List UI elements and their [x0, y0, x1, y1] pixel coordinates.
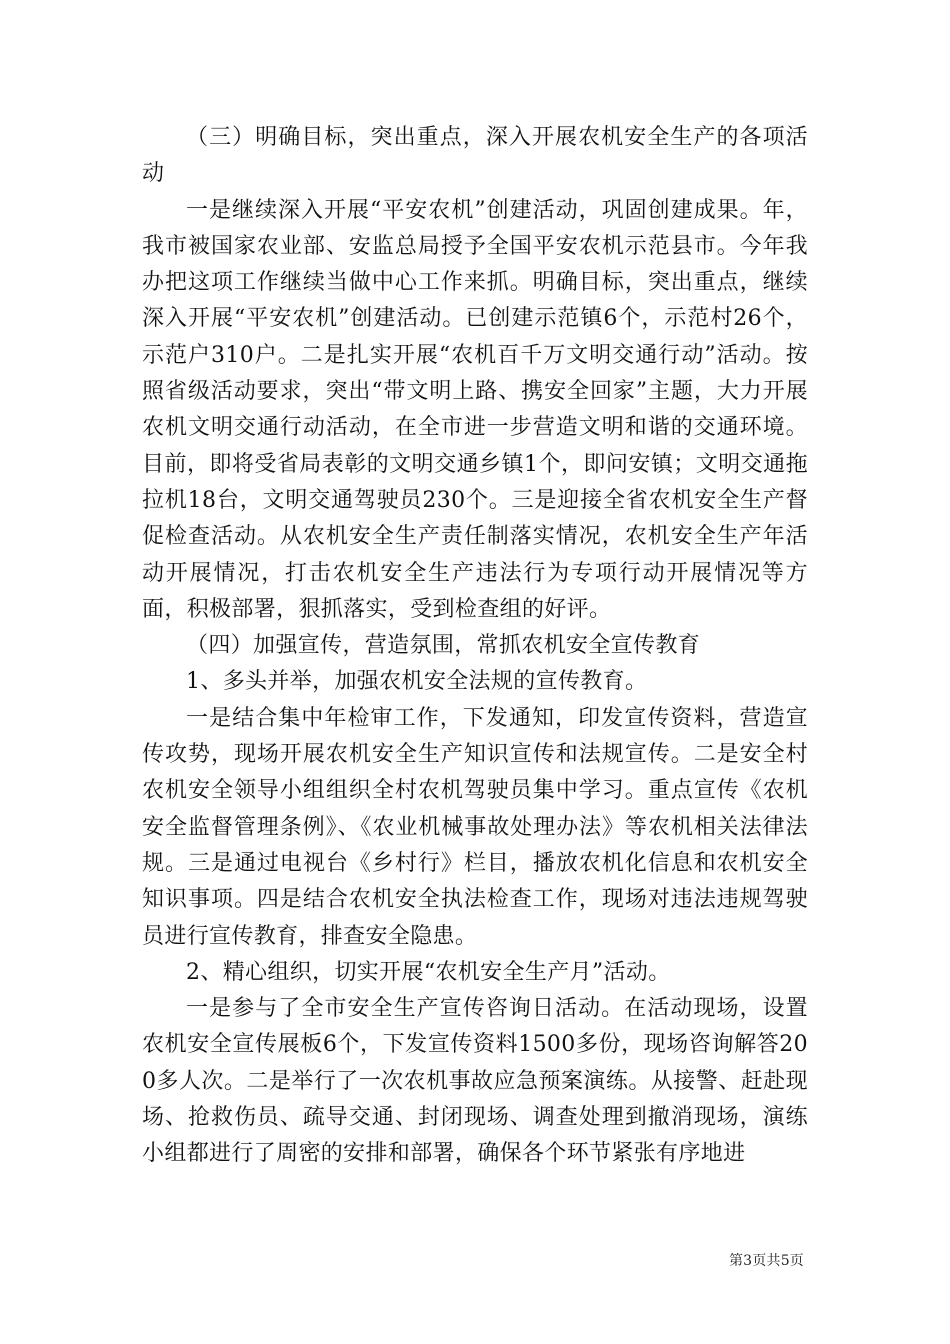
page-number: 第3页共5页 — [728, 1253, 804, 1269]
body-paragraph: 一是结合集中年检审工作，下发通知，印发宣传资料，营造宣传攻势，现场开展农机安全生产知识宣传和法规宣传。二是安全村农机安全领导小组组织全村农机驾驶员集中学习。重点宣传《农机安全监督管理条例》、《农业机械事故处理办法》等农机相关法律法规。三是通过电视台《乡村行》栏目，播放农机化信息和农机安全知识事项。四是结合农机安全执法检查工作，现场对违法违规驾驶员进行宣传教育，排查安全隐患。 — [142, 705, 808, 949]
section-heading-three: （三）明确目标，突出重点，深入开展农机安全生产的各项活动 — [142, 125, 808, 187]
body-paragraph: 一是继续深入开展“平安农机”创建活动，巩固创建成果。年，我市被国家农业部、安监总局授予全国平安农机示范县市。今年我办把这项工作继续当做中心工作来抓。明确目标，突出重点，继续深入开展“平安农机”创建活动。已创建示范镇6个，示范村26个，示范户310户。二是扎实开展“农机百千万文明交通行动”活动。按照省级活动要求，突出“带文明上路、携安全回家”主题，大力开展农机文明交通行动活动，在全市进一步营造文明和谐的交通环境。目前，即将受省局表彰的文明交通乡镇1个，即问安镇；文明交通拖拉机18台，文明交通驾驶员230个。三是迎接全省农机安全生产督促检查活动。从农机安全生产责任制落实情况，农机安全生产年活动开展情况，打击农机安全生产违法行为专项行动开展情况等方面，积极部署，狠抓落实，受到检查组的好评。 — [142, 197, 808, 622]
subheading-two: 2、精心组织，切实开展“农机安全生产月”活动。 — [186, 959, 671, 985]
section-heading-four: （四）加强宣传，营造氛围，常抓农机安全宣传教育 — [186, 633, 701, 659]
document-body — [142, 120, 808, 1173]
body-paragraph: 一是参与了全市安全生产宣传咨询日活动。在活动现场，设置农机安全宣传展板6个，下发宣传资料1500多份，现场咨询解答200多人次。二是举行了一次农机事故应急预案演练。从接警、赶赴现场、抢救伤员、疏导交通、封闭现场、调查处理到撤消现场，演练小组都进行了周密的安排和部署，确保各个环节紧张有序地进 — [142, 996, 808, 1167]
subheading-one: 1、多头并举，加强农机安全法规的宣传教育。 — [186, 669, 648, 695]
